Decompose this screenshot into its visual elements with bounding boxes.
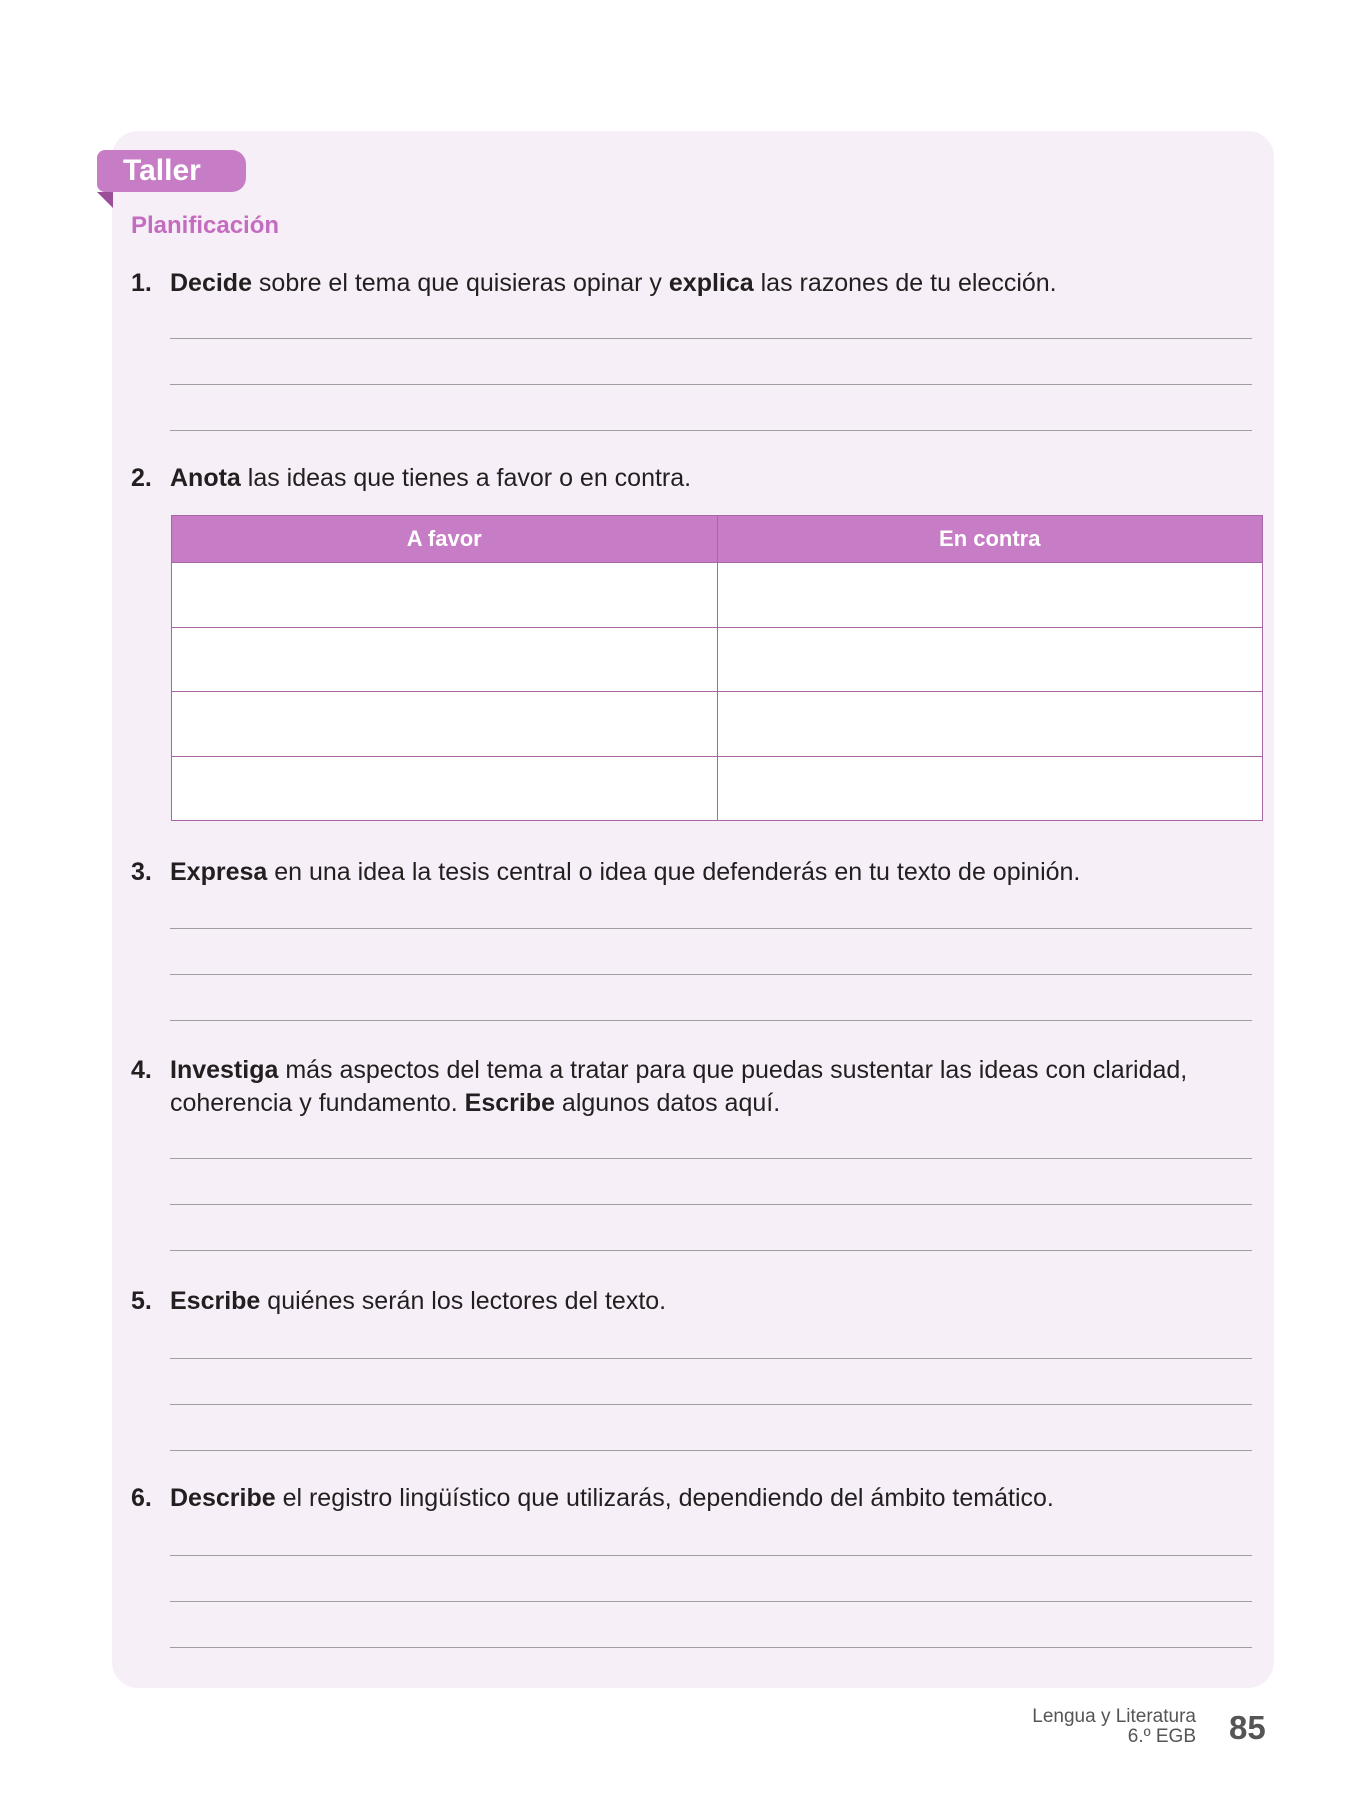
taller-tab	[97, 150, 246, 192]
table-cell-contra[interactable]	[717, 756, 1263, 821]
question-number: 4.	[131, 1056, 152, 1084]
question-text-part: en una idea la tesis central o idea que defenderás en tu texto de opinión.	[267, 858, 1081, 886]
question-text-part: Escribe	[170, 1287, 261, 1315]
answer-line[interactable]	[170, 1647, 1252, 1648]
question-text-part: más aspectos del tema a tratar para que puedas sustentar las ideas con claridad, coherencia y fundamento.	[170, 1056, 1188, 1117]
question-text-part: Anota	[170, 464, 241, 492]
grade-label: 6.º EGB	[1127, 1726, 1196, 1747]
answer-line[interactable]	[170, 1404, 1252, 1405]
footer-subject	[1032, 1707, 1196, 1747]
table-cell-favor[interactable]	[172, 627, 718, 692]
answer-line[interactable]	[170, 338, 1252, 339]
answer-line[interactable]	[170, 384, 1252, 385]
answer-line[interactable]	[170, 928, 1252, 929]
question-number: 2.	[131, 464, 152, 492]
question-text-part: quiénes serán los lectores del texto.	[260, 1287, 667, 1315]
tab-label: Taller	[123, 154, 201, 187]
question-text	[170, 1285, 1261, 1318]
table-row	[172, 692, 1263, 757]
answer-line[interactable]	[170, 1555, 1252, 1556]
question-text-part: sobre el tema que quisieras opinar y	[251, 269, 669, 297]
opinion-table	[171, 515, 1263, 821]
question-number: 6.	[131, 1484, 152, 1512]
table-cell-favor[interactable]	[172, 692, 718, 757]
header-a-favor: A favor	[172, 516, 718, 563]
tab-fold-decoration	[97, 192, 113, 208]
question-4	[131, 1054, 1266, 1120]
question-text	[170, 1054, 1266, 1120]
question-text-part: Investiga	[170, 1056, 279, 1084]
question-6	[131, 1482, 1261, 1515]
question-text-part: Describe	[170, 1484, 276, 1512]
answer-line[interactable]	[170, 1020, 1252, 1021]
question-text-part: Decide	[170, 269, 252, 297]
question-text	[170, 856, 1261, 889]
question-text	[170, 1482, 1261, 1515]
question-text-part: algunos datos aquí.	[554, 1089, 781, 1117]
answer-line[interactable]	[170, 1450, 1252, 1451]
table-row	[172, 627, 1263, 692]
question-text-part: Escribe	[464, 1089, 555, 1117]
question-number: 3.	[131, 858, 152, 886]
table-cell-favor[interactable]	[172, 756, 718, 821]
question-3	[131, 856, 1261, 889]
answer-line[interactable]	[170, 1204, 1252, 1205]
table-cell-contra[interactable]	[717, 563, 1263, 628]
table-cell-contra[interactable]	[717, 692, 1263, 757]
answer-line[interactable]	[170, 974, 1252, 975]
answer-line[interactable]	[170, 1601, 1252, 1602]
question-text	[170, 462, 1261, 495]
section-title: Planificación	[131, 212, 280, 239]
answer-line[interactable]	[170, 430, 1252, 431]
table-header-row	[172, 516, 1263, 563]
table-row	[172, 756, 1263, 821]
question-2	[131, 462, 1261, 495]
question-text	[170, 267, 1261, 300]
answer-line[interactable]	[170, 1250, 1252, 1251]
answer-line[interactable]	[170, 1358, 1252, 1359]
question-text-part: el registro lingüístico que utilizarás, dependiendo del ámbito temático.	[275, 1484, 1054, 1512]
question-text-part: Expresa	[170, 858, 268, 886]
question-text-part: explica	[668, 269, 754, 297]
header-en-contra: En contra	[717, 516, 1263, 563]
table-cell-favor[interactable]	[172, 563, 718, 628]
question-1	[131, 267, 1261, 300]
question-number: 5.	[131, 1287, 152, 1315]
workshop-panel	[112, 131, 1274, 1688]
answer-line[interactable]	[170, 1158, 1252, 1159]
question-text-part: las razones de tu elección.	[753, 269, 1057, 297]
question-5	[131, 1285, 1261, 1318]
question-number: 1.	[131, 269, 152, 297]
table-cell-contra[interactable]	[717, 627, 1263, 692]
subject-name: Lengua y Literatura	[1032, 1706, 1196, 1727]
page-number: 85	[1229, 1709, 1266, 1746]
question-text-part: las ideas que tienes a favor o en contra.	[240, 464, 692, 492]
table-row	[172, 563, 1263, 628]
